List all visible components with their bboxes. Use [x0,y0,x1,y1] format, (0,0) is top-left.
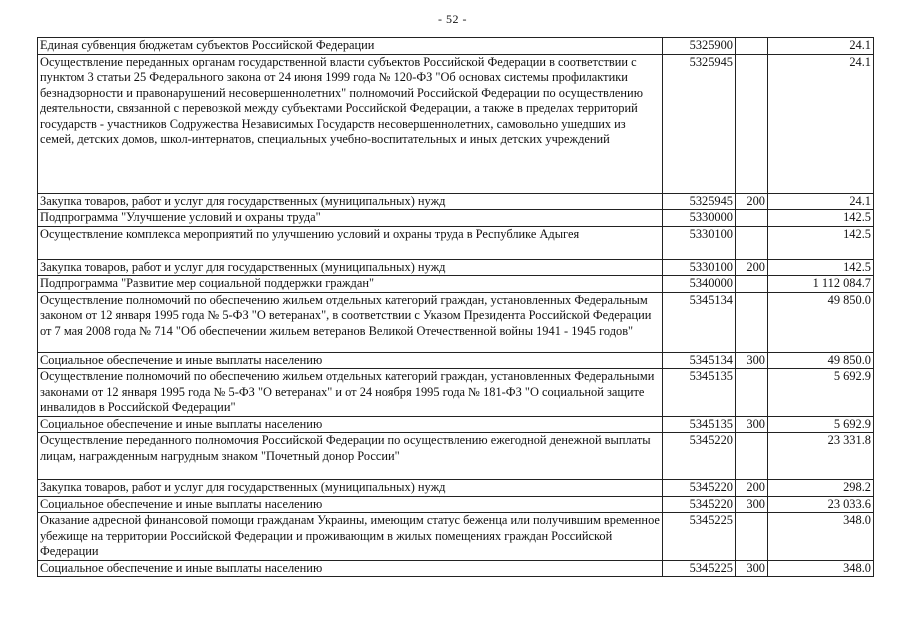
row-code: 5340000 [663,276,736,293]
table-row [38,210,874,227]
table-row [38,480,874,497]
row-expense-type [736,38,768,55]
row-name: Осуществление комплекса мероприятий по улучшению условий и охраны труда в Республике Адыгея [38,226,663,259]
table-row [38,369,874,417]
row-amount: 23 331.8 [768,433,874,480]
table-row [38,259,874,276]
table-row [38,496,874,513]
table-row [38,226,874,259]
row-expense-type [736,210,768,227]
budget-table [37,37,874,577]
row-expense-type [736,54,768,193]
row-name: Осуществление полномочий по обеспечению жильем отдельных категорий граждан, установленных Федеральными законами от 12 января 1995 года № 5-ФЗ "О ветеранах" и от 24 ноября 1995 года № 181-ФЗ "О социальной защите инвалидов в Российской Федерации" [38,369,663,417]
row-name: Оказание адресной финансовой помощи гражданам Украины, имеющим статус беженца или получившим временное убежище на территории Российской Федерации и проживающим в жилых помещениях граждан Российской Федерации [38,513,663,561]
row-code: 5325945 [663,54,736,193]
table-row [38,276,874,293]
table-row [38,352,874,369]
budget-table-body [38,38,874,577]
row-name: Осуществление полномочий по обеспечению жильем отдельных категорий граждан, установленных Федеральным законом от 12 января 1995 года № 5-ФЗ "О ветеранах", в соответствии с Указом Президента Российской Федерации от 7 мая 2008 года № 714 "Об обеспечении жильем ветеранов Великой Отечественной войны 1941 - 1945 годов" [38,292,663,352]
row-code: 5330100 [663,226,736,259]
row-amount: 24.1 [768,193,874,210]
table-row [38,292,874,352]
row-expense-type: 200 [736,480,768,497]
row-code: 5345135 [663,369,736,417]
row-expense-type [736,369,768,417]
row-amount: 142.5 [768,226,874,259]
row-expense-type: 200 [736,193,768,210]
row-code: 5345134 [663,352,736,369]
table-row [38,38,874,55]
row-code: 5330100 [663,259,736,276]
row-amount: 5 692.9 [768,369,874,417]
row-name: Осуществление переданного полномочия Российской Федерации по осуществлению ежегодной денежной выплаты лицам, награжденным нагрудным знаком "Почетный донор России" [38,433,663,480]
table-row [38,54,874,193]
row-expense-type [736,276,768,293]
row-expense-type: 300 [736,416,768,433]
row-code: 5325945 [663,193,736,210]
row-name: Подпрограмма "Развитие мер социальной поддержки граждан" [38,276,663,293]
row-code: 5330000 [663,210,736,227]
row-name: Социальное обеспечение и иные выплаты населению [38,352,663,369]
table-row [38,513,874,561]
table-row [38,560,874,577]
row-name: Закупка товаров, работ и услуг для государственных (муниципальных) нужд [38,259,663,276]
table-row [38,193,874,210]
row-expense-type: 300 [736,560,768,577]
row-code: 5345220 [663,433,736,480]
table-row [38,433,874,480]
row-code: 5345220 [663,480,736,497]
row-amount: 24.1 [768,54,874,193]
row-expense-type [736,292,768,352]
row-code: 5345225 [663,560,736,577]
row-amount: 142.5 [768,259,874,276]
row-expense-type: 200 [736,259,768,276]
row-amount: 142.5 [768,210,874,227]
row-expense-type: 300 [736,352,768,369]
row-name: Социальное обеспечение и иные выплаты населению [38,560,663,577]
row-name: Социальное обеспечение и иные выплаты населению [38,416,663,433]
row-amount: 348.0 [768,560,874,577]
row-code: 5345135 [663,416,736,433]
row-name: Осуществление переданных органам государственной власти субъектов Российской Федерации в соответствии с пунктом 3 статьи 25 Федерального закона от 24 июня 1999 года № 120-ФЗ "Об основах системы профилактики безнадзорности и правонарушений несовершеннолетних" полномочий Российской Федерации по осуществлению деятельности, связанной с перевозкой между субъектами Российской Федерации, а также в пределах территорий государств - участников Содружества Независимых Государств несовершеннолетних, самовольно ушедших из семей, детских домов, школ-интернатов, специальных учебно-воспитательных и иных детских учреждений [38,54,663,193]
row-expense-type [736,226,768,259]
row-amount: 348.0 [768,513,874,561]
row-expense-type [736,433,768,480]
row-amount: 23 033.6 [768,496,874,513]
row-amount: 298.2 [768,480,874,497]
row-amount: 49 850.0 [768,292,874,352]
row-code: 5345225 [663,513,736,561]
table-row [38,416,874,433]
row-expense-type [736,513,768,561]
row-name: Закупка товаров, работ и услуг для государственных (муниципальных) нужд [38,193,663,210]
row-code: 5345134 [663,292,736,352]
row-amount: 5 692.9 [768,416,874,433]
row-name: Подпрограмма "Улучшение условий и охраны труда" [38,210,663,227]
page-number: - 52 - [438,12,467,26]
row-amount: 24.1 [768,38,874,55]
row-name: Закупка товаров, работ и услуг для государственных (муниципальных) нужд [38,480,663,497]
row-amount: 1 112 084.7 [768,276,874,293]
row-name: Единая субвенция бюджетам субъектов Российской Федерации [38,38,663,55]
row-expense-type: 300 [736,496,768,513]
row-amount: 49 850.0 [768,352,874,369]
row-code: 5345220 [663,496,736,513]
row-name: Социальное обеспечение и иные выплаты населению [38,496,663,513]
row-code: 5325900 [663,38,736,55]
